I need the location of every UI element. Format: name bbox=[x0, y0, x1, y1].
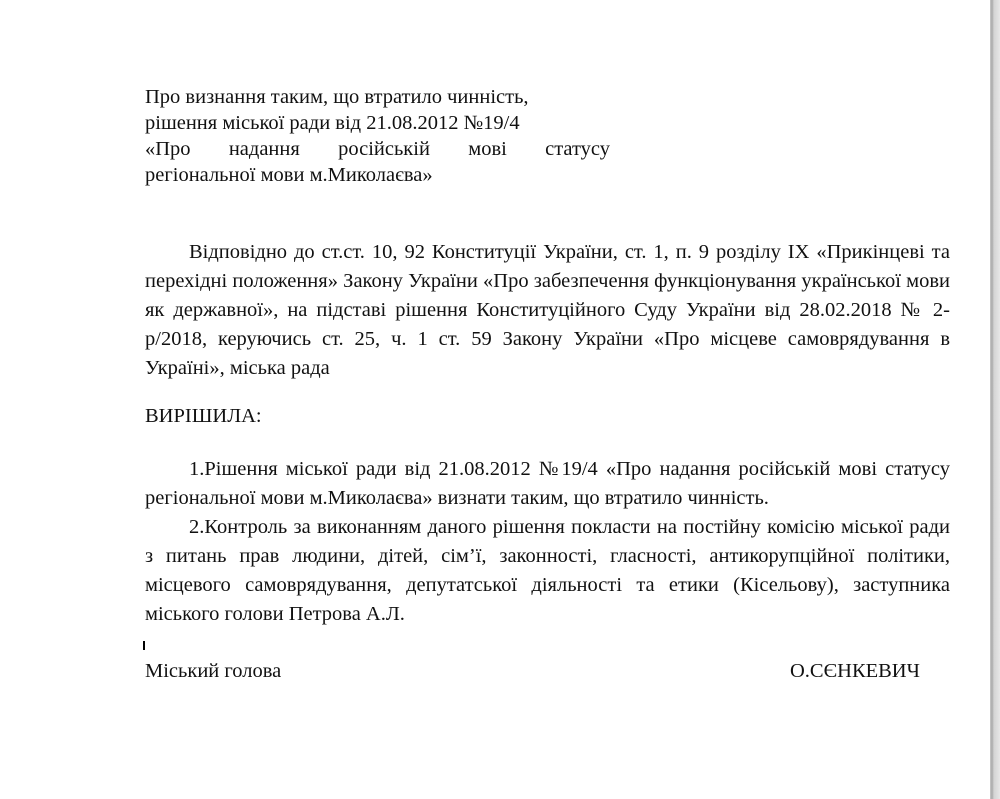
title-line: Про визнання таким, що втратило чинність, bbox=[145, 86, 529, 108]
title-line: «Про надання російській мові статусу bbox=[145, 138, 610, 160]
document-title bbox=[145, 84, 610, 188]
page-edge-shadow bbox=[990, 0, 1000, 799]
clauses-section bbox=[145, 455, 950, 629]
preamble-section bbox=[145, 238, 950, 383]
decided-heading: ВИРІШИЛА: bbox=[145, 405, 262, 427]
signature-position: Міський голова bbox=[145, 660, 282, 682]
clause-paragraph: 1.Рішення міської ради від 21.08.2012 №19/4 «Про надання російській мові статусу регіональної мови м.Миколаєва» визнати таким, що втратило чинність. bbox=[145, 458, 950, 509]
signature-name: О.СЄНКЕВИЧ bbox=[790, 660, 920, 682]
title-line: рішення міської ради від 21.08.2012 №19/4 bbox=[145, 112, 520, 134]
preamble-paragraph: Відповідно до ст.ст. 10, 92 Конституції України, ст. 1, п. 9 розділу ІХ «Прикінцеві та перехідні положення» Закону України «Про забезпечення функціонування української мови як державної», на підставі рішення Конституційного Суду України від 28.02.2018 № 2-р/2018, керуючись ст. 25, ч. 1 ст. 59 Закону України «Про місцеве самоврядування в Україні», міська рада bbox=[145, 241, 950, 379]
clause-paragraph: 2.Контроль за виконанням даного рішення покласти на постійну комісію міської ради з питань прав людини, дітей, сім’ї, законності, гласності, антикорупційної політики, місцевого самоврядування, депутатської діяльності та етики (Кісельову), заступника міського голови Петрова А.Л. bbox=[145, 516, 950, 625]
text-cursor bbox=[143, 641, 145, 650]
title-line: регіональної мови м.Миколаєва» bbox=[145, 164, 433, 186]
